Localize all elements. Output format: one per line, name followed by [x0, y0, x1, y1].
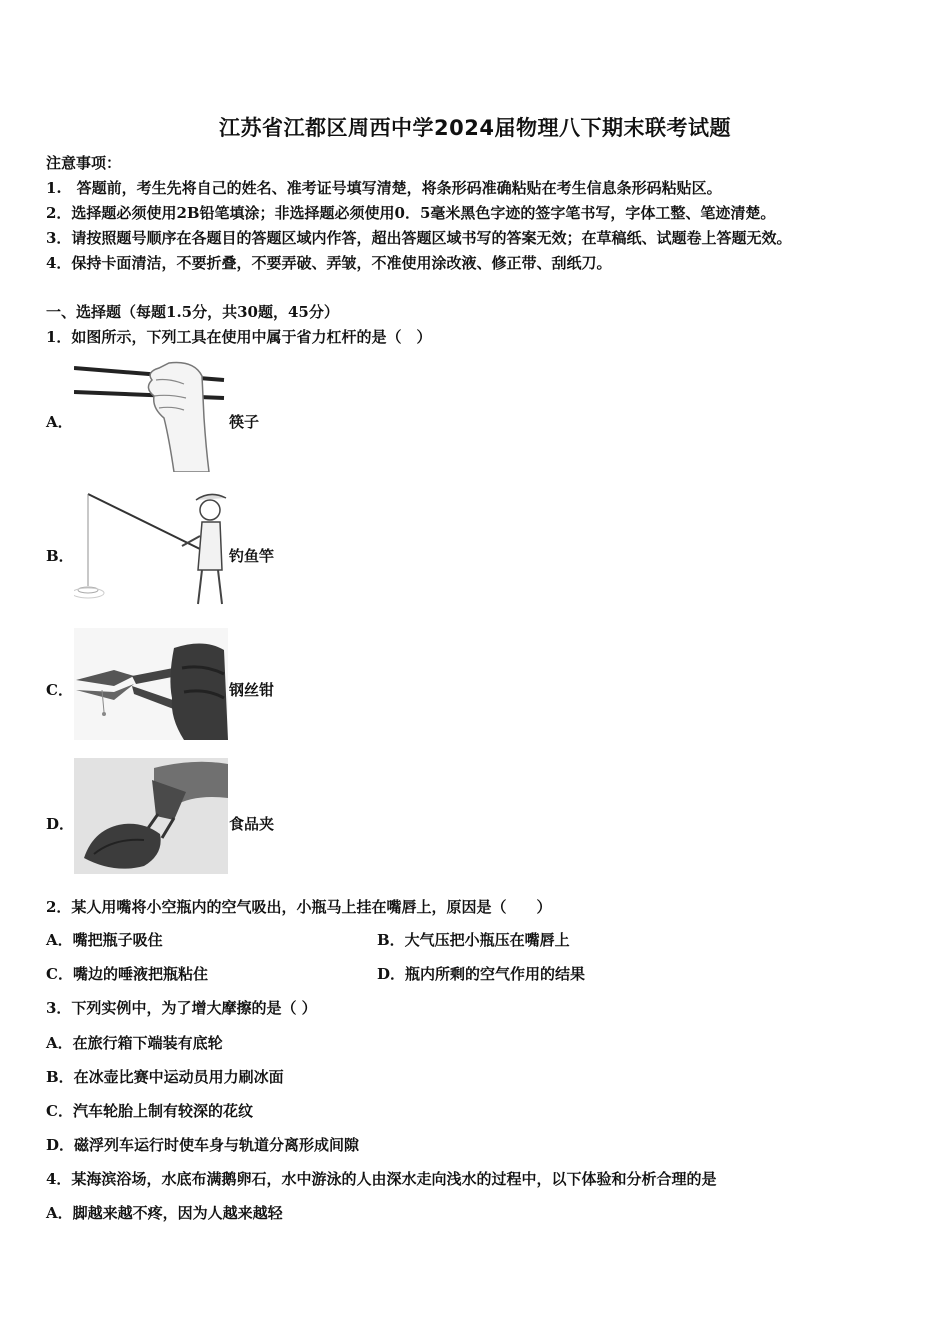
q3-option-b: B．在冰壶比赛中运动员用力刷冰面: [46, 1068, 284, 1086]
q1-option-b-letter: B．: [46, 547, 74, 565]
q1-option-a-letter: A．: [46, 413, 73, 431]
notice-item-4: 4．保持卡面清洁，不要折叠，不要弄破、弄皱，不准使用涂改液、修正带、刮纸刀。: [46, 254, 612, 272]
chopsticks-image: [74, 358, 228, 472]
q1-option-d-label: 食品夹: [229, 815, 275, 833]
question-1-stem: 1．如图所示，下列工具在使用中属于省力杠杆的是（ ）: [46, 328, 432, 346]
page-title: 江苏省江都区周西中学2024届物理八下期末联考试题: [219, 116, 731, 140]
question-3-stem: 3．下列实例中，为了增大摩擦的是（ ）: [46, 999, 317, 1017]
question-2-stem: 2．某人用嘴将小空瓶内的空气吸出，小瓶马上挂在嘴唇上，原因是（ ）: [46, 898, 552, 916]
q1-option-c-label: 钢丝钳: [229, 681, 275, 699]
fishing-rod-image: [74, 490, 228, 606]
notice-heading: 注意事项：: [46, 154, 122, 172]
q2-option-a: A．嘴把瓶子吸住: [46, 931, 163, 949]
section-heading: 一、选择题（每题1.5分，共30题，45分）: [46, 303, 339, 321]
notice-item-1: 1. 答题前，考生先将自己的姓名、准考证号填写清楚，将条形码准确粘贴在考生信息条形码粘贴区。: [46, 179, 722, 197]
notice-item-3: 3．请按照题号顺序在各题目的答题区域内作答，超出答题区域书写的答案无效；在草稿纸、试题卷上答题无效。: [46, 229, 792, 247]
q3-option-d: D．磁浮列车运行时使车身与轨道分离形成间隙: [46, 1136, 360, 1154]
question-4-stem: 4．某海滨浴场，水底布满鹅卵石，水中游泳的人由深水走向浅水的过程中，以下体验和分析合理的是: [46, 1170, 717, 1188]
q1-option-b-label: 钓鱼竿: [229, 547, 275, 565]
q2-option-c: C．嘴边的唾液把瓶粘住: [46, 965, 208, 983]
notice-item-2: 2．选择题必须使用2B铅笔填涂；非选择题必须使用0．5毫米黑色字迹的签字笔书写，字体工整、笔迹清楚。: [46, 204, 776, 222]
food-tongs-image: [74, 758, 228, 874]
q2-option-b: B．大气压把小瓶压在嘴唇上: [377, 931, 570, 949]
q1-option-a-label: 筷子: [229, 413, 260, 431]
q1-option-d-letter: D．: [46, 815, 75, 833]
q3-option-c: C．汽车轮胎上制有较深的花纹: [46, 1102, 253, 1120]
q3-option-a: A．在旅行箱下端装有底轮: [46, 1034, 223, 1052]
q2-option-d: D．瓶内所剩的空气作用的结果: [377, 965, 586, 983]
q1-option-c-letter: C．: [46, 681, 73, 699]
pliers-image: [74, 628, 228, 740]
q4-option-a: A．脚越来越不疼，因为人越来越轻: [46, 1204, 283, 1222]
